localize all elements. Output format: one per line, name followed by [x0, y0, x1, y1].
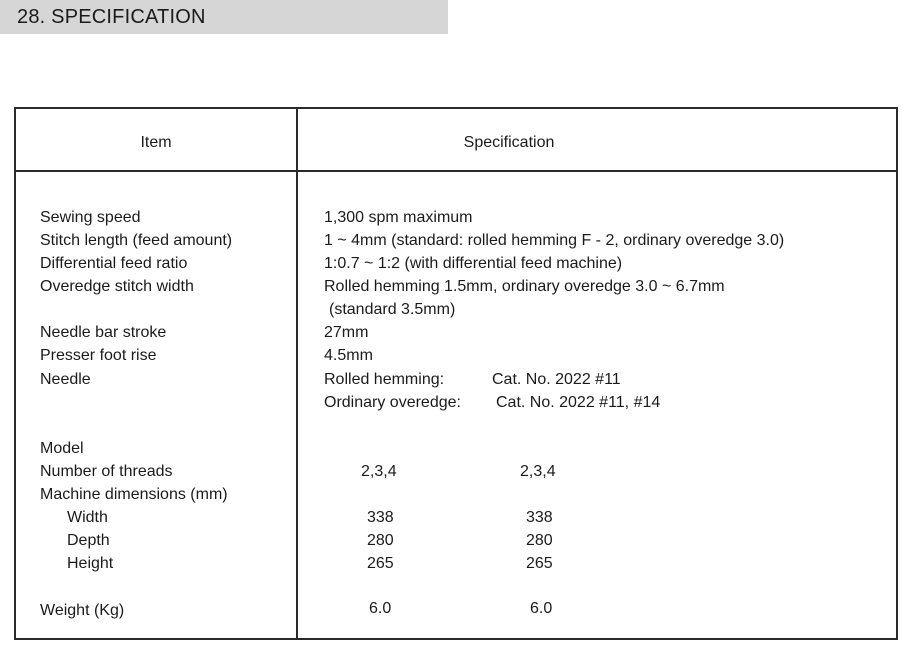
spec-overedge-stitch-width-line2: (standard 3.5mm): [329, 301, 456, 318]
model2-weight: 6.0: [530, 600, 553, 617]
model2-threads: 2,3,4: [520, 463, 556, 480]
item-model: Model: [40, 440, 84, 457]
spec-sewing-speed: 1,300 spm maximum: [324, 209, 473, 226]
model1-threads: 2,3,4: [361, 463, 397, 480]
item-stitch-length: Stitch length (feed amount): [40, 232, 233, 249]
item-weight: Weight (Kg): [40, 602, 125, 619]
item-needle: Needle: [40, 371, 91, 388]
column-divider: [296, 109, 298, 638]
item-machine-dimensions: Machine dimensions (mm): [40, 486, 228, 503]
item-needle-bar-stroke: Needle bar stroke: [40, 324, 167, 341]
item-differential-feed-ratio: Differential feed ratio: [40, 255, 188, 272]
item-sewing-speed: Sewing speed: [40, 209, 141, 226]
item-width: Width: [67, 509, 108, 526]
header-divider: [16, 170, 896, 172]
spec-needle-ordinary-label: Ordinary overedge:: [324, 394, 461, 411]
model1-width: 338: [367, 509, 394, 526]
spec-stitch-length: 1 ~ 4mm (standard: rolled hemming F - 2, ordinary overedge 3.0): [324, 232, 785, 249]
spec-needle-rolled-value: Cat. No. 2022 #11: [492, 371, 621, 388]
model2-width: 338: [526, 509, 553, 526]
spec-needle-ordinary-value: Cat. No. 2022 #11, #14: [496, 394, 661, 411]
spec-needle-rolled-label: Rolled hemming:: [324, 371, 445, 388]
item-number-of-threads: Number of threads: [40, 463, 173, 480]
model1-height: 265: [367, 555, 394, 572]
item-height: Height: [67, 555, 114, 572]
header-item: Item: [140, 134, 172, 151]
specification-table: [14, 107, 898, 640]
model1-weight: 6.0: [369, 600, 392, 617]
spec-overedge-stitch-width-line1: Rolled hemming 1.5mm, ordinary overedge 3.0 ~ 6.7mm: [324, 278, 725, 295]
item-presser-foot-rise: Presser foot rise: [40, 347, 157, 364]
item-overedge-stitch-width: Overedge stitch width: [40, 278, 194, 295]
spec-needle-bar-stroke: 27mm: [324, 324, 369, 341]
spec-presser-foot-rise: 4.5mm: [324, 347, 373, 364]
model2-height: 265: [526, 555, 553, 572]
model2-depth: 280: [526, 532, 553, 549]
model1-depth: 280: [367, 532, 394, 549]
header-specification: Specification: [463, 134, 555, 151]
section-heading: 28. SPECIFICATION: [0, 0, 448, 34]
spec-differential-feed-ratio: 1:0.7 ~ 1:2 (with differential feed machine): [324, 255, 623, 272]
item-depth: Depth: [67, 532, 110, 549]
